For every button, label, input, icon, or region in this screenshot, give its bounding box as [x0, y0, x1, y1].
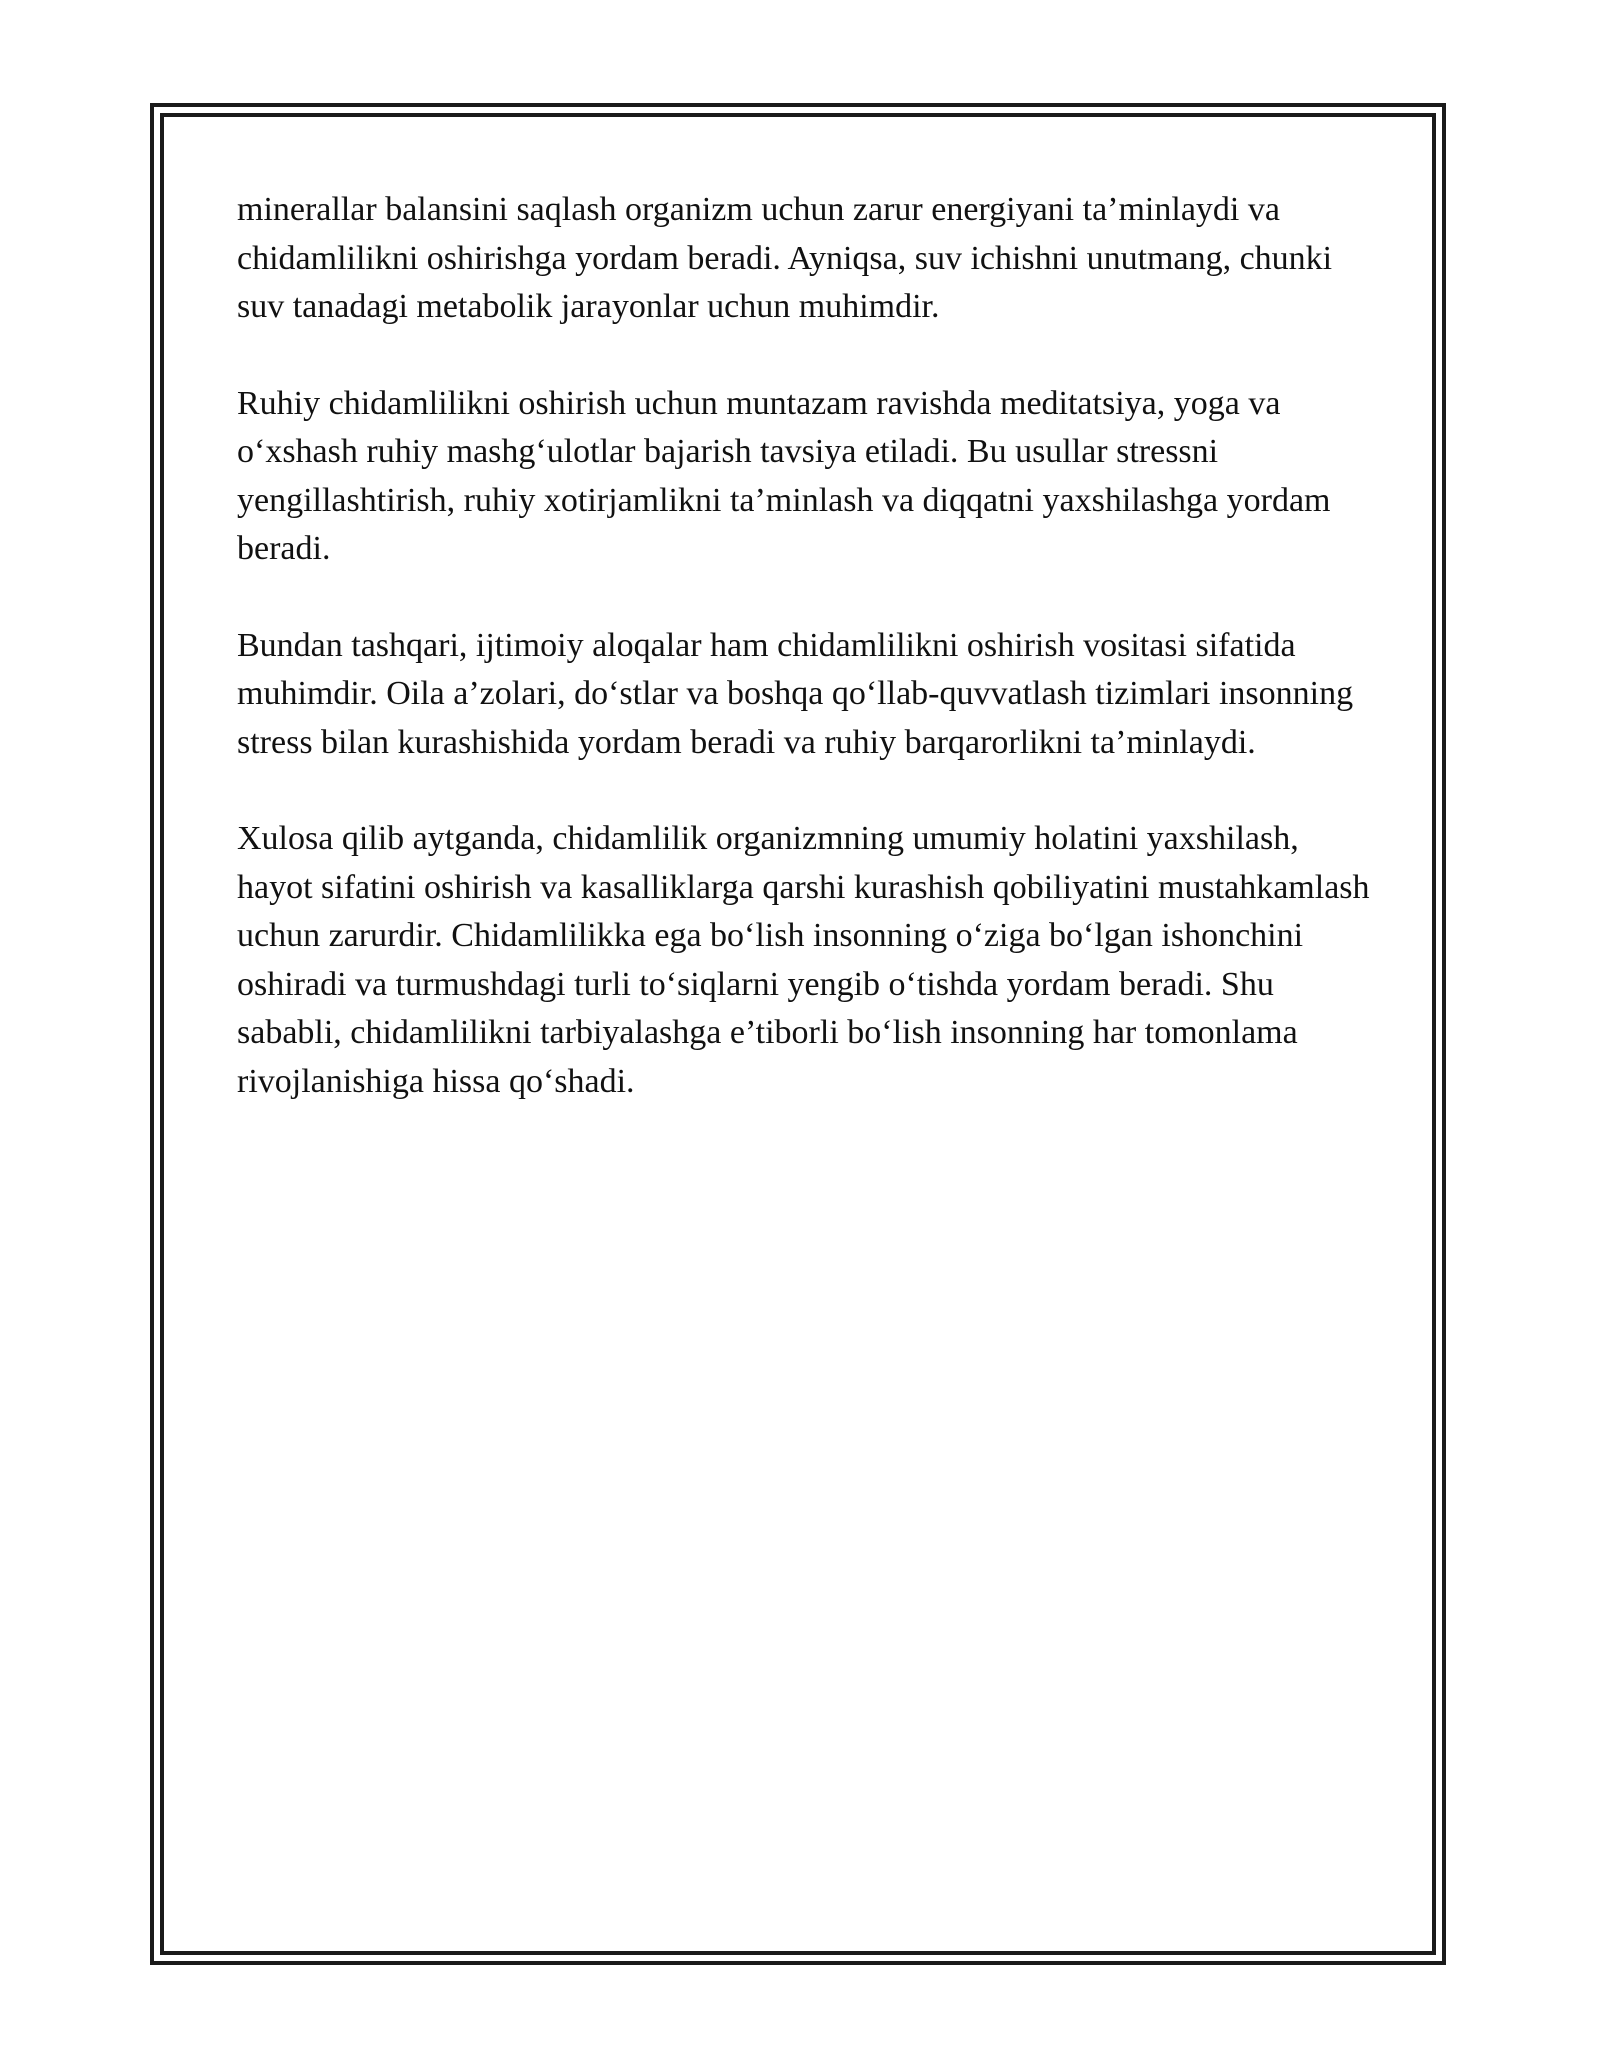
paragraph-minerals: minerallar balansini saqlash organizm uchun zarur energiyani ta’minlaydi va chidamlilikni oshirishga yordam beradi. Ayniqsa, suv ichishni unutmang, chunki suv tanadagi metabolik jarayonlar uchun muhimdir. [237, 191, 1333, 325]
page-body [237, 186, 1377, 1154]
paragraph-social-connections: Bundan tashqari, ijtimoiy aloqalar ham chidamlilikni oshirish vositasi sifatida muhimdir. Oila a’zolari, do‘stlar va boshqa qo‘llab-quvvatlash tizimlari insonning stress bilan kurashishida yordam beradi va ruhiy barqarorlikni ta’minlaydi. [237, 626, 1354, 761]
paragraph-mental-resilience: Ruhiy chidamlilikni oshirish uchun muntazam ravishda meditatsiya, yoga va o‘xshash ruhiy mashg‘ulotlar bajarish tavsiya etiladi. Bu usullar stressni yengillashtirish, ruhiy xotirjamlikni ta’minlash va diqqatni yaxshilashga yordam beradi. [237, 384, 1331, 567]
paragraph-conclusion: Xulosa qilib aytganda, chidamlilik organizmning umumiy holatini yaxshilash, hayot sifatini oshirish va kasalliklarga qarshi kurashish qobiliyatini mustahkamlash uchun zarurdir. Chidamlilikka ega bo‘lish insonning o‘ziga bo‘lgan ishonchini oshiradi va turmushdagi turli to‘siqlarni yengib o‘tishda yordam beradi. Shu sababli, chidamlilikni tarbiyalashga e’tiborli bo‘lish insonning har tomonlama rivojlanishiga hissa qo‘shadi. [237, 820, 1370, 1100]
